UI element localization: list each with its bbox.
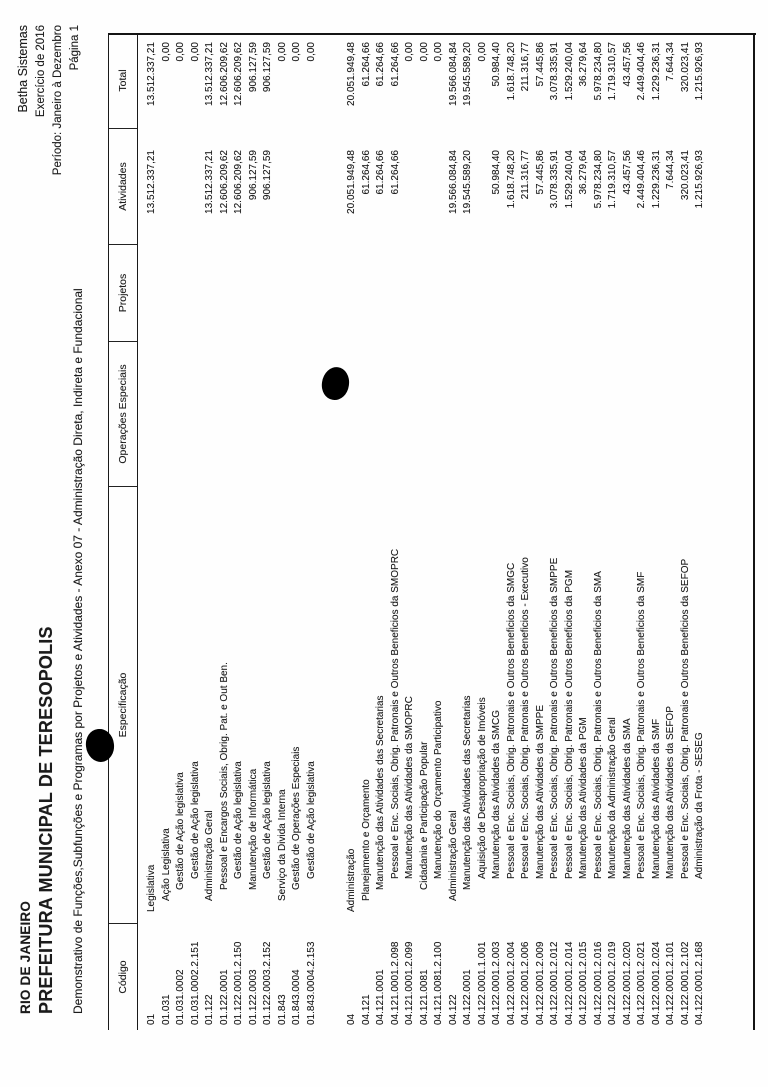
row-ativ-value: 12.606.209,62 [233,150,244,214]
table-row [374,33,389,1030]
row-code: 01.122.0003.2.152 [262,941,273,1025]
table-row [203,33,218,1030]
row-ativ-value: 3.078.335,91 [549,150,560,209]
row-ativ-value: 5.978.234,80 [592,150,604,209]
row-code: 04.121.0001.2.099 [404,941,415,1025]
row-op-value [403,342,418,487]
row-ativ-value: 61.264,66 [360,150,372,195]
row-spec: Cidadania e Participação Popular [418,741,430,890]
row-proj-value [403,245,418,342]
row-spec: Gestão de Ação legislativa [305,761,317,879]
row-spec: Manutenção das Atividades da SMCG [491,710,502,879]
report-header-left [18,288,85,1014]
row-code: 04.122.0001.2.006 [520,941,531,1025]
row-op-value [621,342,636,487]
row-proj-value [276,245,291,342]
row-code: 04.122.0001.2.019 [607,941,618,1025]
row-code: 04.122 [447,994,459,1025]
vendor-name: Betha Sistemas [16,25,30,113]
row-ativ-value [174,129,189,245]
row-ativ-value: 1.719.310,57 [607,150,618,209]
row-proj-value [261,245,276,342]
table-row [290,33,305,1030]
row-total-value: 0,00 [189,42,201,62]
row-op-value [519,342,534,487]
report-header-right [16,25,81,175]
row-ativ-value: 1.215.926,93 [694,150,705,209]
table-row [635,33,650,1030]
row-code: 04.122.0001.2.014 [563,941,575,1025]
row-ativ-value [160,129,175,245]
table-right-rule [108,33,756,35]
row-op-value [563,342,578,487]
row-total-value: 1.618.748,20 [505,42,517,101]
row-spec: Manutenção do Orçamento Participativo [433,700,444,879]
period-label: Período: Janeiro à Dezembro [52,25,64,176]
row-op-value [145,342,160,487]
row-spec: Administração da Frota - SESEG [694,732,705,879]
column-header-atividades: Atividades [109,129,137,245]
row-ativ-value: 320.023,41 [679,150,691,201]
table-row [650,33,665,1030]
report-subtitle: Demonstrativo de Funções,Subfunções e Programas por Projetos e Atividades - Anexo 07 - Administração Direta, Indireta e Fundacional [71,288,85,1014]
row-proj-value [664,245,679,342]
row-total-value: 0,00 [418,42,430,62]
row-ativ-value: 7.644,34 [665,150,676,189]
row-code: 04 [346,1013,357,1025]
row-proj-value [461,245,476,342]
row-proj-value [418,245,433,342]
row-ativ-value [418,129,433,245]
table-row [276,33,291,1030]
row-proj-value [679,245,694,342]
row-ativ-value: 50.984,40 [491,150,502,195]
row-op-value [203,342,218,487]
row-proj-value [247,245,262,342]
row-ativ-value [403,129,418,245]
table-row [418,33,433,1030]
table-row [447,33,462,1030]
column-header-codigo: Código [117,960,129,994]
row-proj-value [203,245,218,342]
row-code: 04.122.0001.2.009 [534,941,546,1025]
row-op-value [664,342,679,487]
row-ativ-value [305,129,320,245]
row-op-value [635,342,650,487]
row-code: 04.122.0001.2.012 [549,941,560,1025]
row-proj-value [290,245,305,342]
row-ativ-value: 1.229.236,31 [650,150,662,209]
row-proj-value [447,245,462,342]
row-op-value [650,342,665,487]
row-op-value [174,342,189,487]
row-proj-value [505,245,520,342]
row-ativ-value: 211.316,77 [520,150,531,200]
row-total-value: 0,00 [291,42,302,62]
row-spec: Manutenção das Atividades das Secretarias [375,695,386,890]
row-code: 01 [146,1013,157,1025]
row-code: 01.843 [276,994,288,1025]
table-row [679,33,694,1030]
row-spec: Manutenção das Atividades da SEFOP [665,706,676,879]
row-proj-value [519,245,534,342]
row-ativ-value: 13.512.337,21 [146,150,157,214]
row-total-value: 906.127,59 [262,42,273,93]
row-spec: Serviço da Divida Interna [276,789,288,901]
table-row [476,33,491,1030]
row-ativ-value [476,129,491,245]
row-total-value: 211.316,77 [520,42,531,92]
row-proj-value [232,245,247,342]
row-total-value: 0,00 [160,42,172,62]
table-row [606,33,621,1030]
row-spec: Manutenção das Atividades das Secretarias [462,695,473,890]
row-proj-value [189,245,204,342]
column-header-projetos: Projetos [109,245,137,342]
row-code: 04.122.0001.2.101 [665,941,676,1025]
table-row [232,33,247,1030]
row-total-value: 50.984,40 [491,42,502,87]
row-proj-value [548,245,563,342]
page-number: Página 1 [69,25,81,71]
table-row [389,33,404,1030]
table-row [577,33,592,1030]
row-op-value [389,342,404,487]
row-spec: Pessoal e Enc. Sociais, Obrig. Patronais e Outros Beneficios da SMPPE [549,557,560,879]
row-total-value: 43.457,56 [621,42,633,87]
row-code: 04.121 [360,994,372,1025]
entity-title: PREFEITURA MUNICIPAL DE TERESOPOLIS [36,626,56,1014]
row-spec: Manutenção de Informática [247,768,259,890]
row-code: 04.122.0001.2.015 [578,941,589,1025]
row-proj-value [621,245,636,342]
table-row [592,33,607,1030]
row-code: 01.122 [204,994,215,1025]
row-ativ-value: 906.127,59 [262,150,273,201]
row-proj-value [693,245,708,342]
column-header-especificacao: Especificação [109,487,137,924]
row-total-value: 1.719.310,57 [607,42,618,101]
row-spec: Administração Geral [204,810,215,901]
row-ativ-value: 13.512.337,21 [204,150,215,214]
row-op-value [418,342,433,487]
row-total-value: 61.264,66 [375,42,386,87]
row-code: 04.122.0001.2.020 [621,941,633,1025]
row-spec: Pessoal e Enc. Sociais, Obrig. Patronais e Outros Beneficios da SMA [592,571,604,879]
row-total-value: 1.229.236,31 [650,42,662,101]
row-total-value: 0,00 [433,42,444,62]
row-spec: Pessoal e Enc. Sociais, Obrig. Patronais e Outros Beneficios da SMGC [505,562,517,879]
row-code: 04.122.0001.2.016 [592,941,604,1025]
row-proj-value [305,245,320,342]
table-row [160,33,175,1030]
table-row [534,33,549,1030]
row-code: 04.122.0001.2.021 [636,941,647,1025]
row-proj-value [174,245,189,342]
table-bottom-rule [753,33,755,1030]
row-code: 04.121.0001.2.098 [389,941,401,1025]
table-row [519,33,534,1030]
table-row [345,33,360,1030]
row-spec: Legislativa [146,864,157,912]
row-code: 01.031.0002.2.151 [189,941,201,1025]
row-code: 04.121.0001 [375,969,386,1025]
row-op-value [548,342,563,487]
row-code: 04.121.0081 [418,969,430,1025]
row-proj-value [592,245,607,342]
table-row [563,33,578,1030]
row-total-value: 57.445,86 [534,42,546,87]
column-header-total: Total [109,33,137,129]
row-spec: Manutenção das Atividades da SMOPRC [404,696,415,879]
column-header-operacoes-especiais: Operações Especiais [109,342,137,487]
row-spec: Administração Geral [447,810,459,901]
row-spec: Pessoal e Encargos Sociais, Obrig. Pat. e Out Ben. [218,662,230,890]
table-row [664,33,679,1030]
table-row [305,33,320,1030]
table-row [189,33,204,1030]
row-proj-value [563,245,578,342]
row-spec: Administração [346,848,357,912]
row-proj-value [345,245,360,342]
row-op-value [232,342,247,487]
row-total-value: 20.051.949,48 [346,42,357,106]
row-spec: Pessoal e Enc. Sociais, Obrig. Patronais e Outros Beneficios da SMF [636,571,647,879]
row-total-value: 12.606.209,62 [233,42,244,106]
table-row [247,33,262,1030]
row-proj-value [476,245,491,342]
row-ativ-value: 19.545.589,20 [462,150,473,214]
row-total-value: 320.023,41 [679,42,691,93]
row-spec: Manutenção das Atividades da PGM [578,717,589,879]
row-total-value: 1.215.926,93 [694,42,705,101]
row-ativ-value: 61.264,66 [375,150,386,195]
row-total-value: 19.566.084,84 [447,42,459,106]
row-proj-value [160,245,175,342]
row-op-value [261,342,276,487]
row-ativ-value: 906.127,59 [247,150,259,201]
row-op-value [476,342,491,487]
table-row [261,33,276,1030]
row-ativ-value [290,129,305,245]
row-spec: Gestão de Operações Especiais [291,746,302,890]
row-code: 01.843.0004.2.153 [305,941,317,1025]
row-spec: Pessoal e Enc. Sociais, Obrig. Patronais e Outros Beneficios da PGM [563,569,575,879]
row-op-value [305,342,320,487]
region-title: RIO DE JANEIRO [18,900,33,1014]
row-total-value: 1.529.240,04 [563,42,575,101]
row-ativ-value [276,129,291,245]
row-total-value: 0,00 [175,42,186,62]
row-op-value [447,342,462,487]
row-ativ-value [432,129,447,245]
table-row [548,33,563,1030]
row-code: 04.122.0001.1.001 [476,941,488,1025]
row-total-value: 2.449.404,46 [636,42,647,101]
row-spec: Gestão de Ação legislativa [233,761,244,879]
row-op-value [290,342,305,487]
exercise-label: Exercício de 2016 [35,25,47,118]
row-op-value [490,342,505,487]
table-header-row [108,33,138,1030]
row-total-value: 906.127,59 [247,42,259,93]
row-op-value [505,342,520,487]
row-op-value [218,342,233,487]
table-row [432,33,447,1030]
row-ativ-value: 19.566.084,84 [447,150,459,214]
row-code: 01.122.0001 [218,969,230,1025]
row-spec: Planejamento e Orçamento [360,779,372,901]
row-spec: Ação Legislativa [160,828,172,901]
row-spec: Aquisição de Desapropriação de Imóveis [476,697,488,879]
row-ativ-value: 43.457,56 [621,150,633,195]
row-ativ-value: 20.051.949,48 [346,150,357,214]
row-code: 01.031 [160,994,172,1025]
row-op-value [360,342,375,487]
row-code: 01.843.0004 [291,969,302,1025]
row-spec: Manutenção das Atividades da SMF [650,718,662,879]
row-op-value [693,342,708,487]
row-total-value: 0,00 [276,42,288,62]
row-op-value [577,342,592,487]
row-ativ-value: 36.279,64 [578,150,589,195]
row-ativ-value: 12.606.209,62 [218,150,230,214]
row-spec: Pessoal e Enc. Sociais, Obrig. Patronais e Outros Beneficios da SEFOP [679,558,691,879]
row-ativ-value: 1.529.240,04 [563,150,575,209]
row-proj-value [490,245,505,342]
table-row [145,33,160,1030]
row-proj-value [650,245,665,342]
table-row [403,33,418,1030]
row-code: 01.122.0003 [247,969,259,1025]
row-total-value: 7.644,34 [665,42,676,81]
row-total-value: 0,00 [476,42,488,62]
row-total-value: 13.512.337,21 [146,42,157,106]
row-proj-value [389,245,404,342]
table-row [174,33,189,1030]
row-proj-value [606,245,621,342]
row-code: 04.122.0001.2.024 [650,941,662,1025]
row-proj-value [577,245,592,342]
row-op-value [592,342,607,487]
table-row [490,33,505,1030]
row-op-value [189,342,204,487]
row-spec: Pessoal e Enc. Sociais, Obrig. Patronais e Outros Beneficios da SMOPRC [389,548,401,879]
row-total-value: 0,00 [404,42,415,62]
row-code: 04.122.0001.2.003 [491,941,502,1025]
row-total-value: 0,00 [305,42,317,62]
row-total-value: 3.078.335,91 [549,42,560,101]
row-code: 04.122.0001.2.168 [694,941,705,1025]
row-ativ-value: 1.618.748,20 [505,150,517,209]
row-total-value: 19.545.589,20 [462,42,473,106]
row-spec: Pessoal e Enc. Sociais, Obrig. Patronais e Outros Beneficios - Executivo [520,557,531,879]
row-spec: Manutenção da Administração Geral [607,717,618,879]
row-op-value [432,342,447,487]
row-proj-value [534,245,549,342]
row-ativ-value: 57.445,86 [534,150,546,195]
row-proj-value [635,245,650,342]
row-op-value [276,342,291,487]
table-row [461,33,476,1030]
row-ativ-value [189,129,204,245]
table-row [621,33,636,1030]
row-code: 01.031.0002 [175,969,186,1025]
row-op-value [160,342,175,487]
row-op-value [345,342,360,487]
row-ativ-value: 61.264,66 [389,150,401,195]
row-op-value [534,342,549,487]
row-op-value [606,342,621,487]
row-total-value: 36.279,64 [578,42,589,87]
row-spec: Gestão de Ação legislativa [262,761,273,879]
table-row [505,33,520,1030]
row-op-value [679,342,694,487]
table-row [218,33,233,1030]
row-proj-value [432,245,447,342]
row-spec: Manutenção das Atividades da SMPPE [534,705,546,879]
row-spec: Gestão de Ação legislativa [175,772,186,890]
table-body [145,33,708,1030]
row-proj-value [218,245,233,342]
row-proj-value [374,245,389,342]
table-row [693,33,708,1030]
row-total-value: 13.512.337,21 [204,42,215,106]
row-code: 04.122.0001.2.102 [679,941,691,1025]
row-code: 04.122.0001.2.004 [505,941,517,1025]
row-op-value [461,342,476,487]
row-proj-value [145,245,160,342]
row-spec: Manutenção das Atividades da SMA [621,718,633,879]
row-code: 04.121.0081.2.100 [433,941,444,1025]
row-proj-value [360,245,375,342]
row-total-value: 12.606.209,62 [218,42,230,106]
row-op-value [247,342,262,487]
row-total-value: 61.264,66 [389,42,401,87]
budget-table [108,33,708,1030]
row-ativ-value: 2.449.404,46 [636,150,647,209]
row-total-value: 5.978.234,80 [592,42,604,101]
table-row [360,33,375,1030]
row-code: 04.122.0001 [462,969,473,1025]
row-spec: Gestão de Ação legislativa [189,761,201,879]
row-code: 01.122.0001.2.150 [233,941,244,1025]
row-total-value: 61.264,66 [360,42,372,87]
row-op-value [374,342,389,487]
